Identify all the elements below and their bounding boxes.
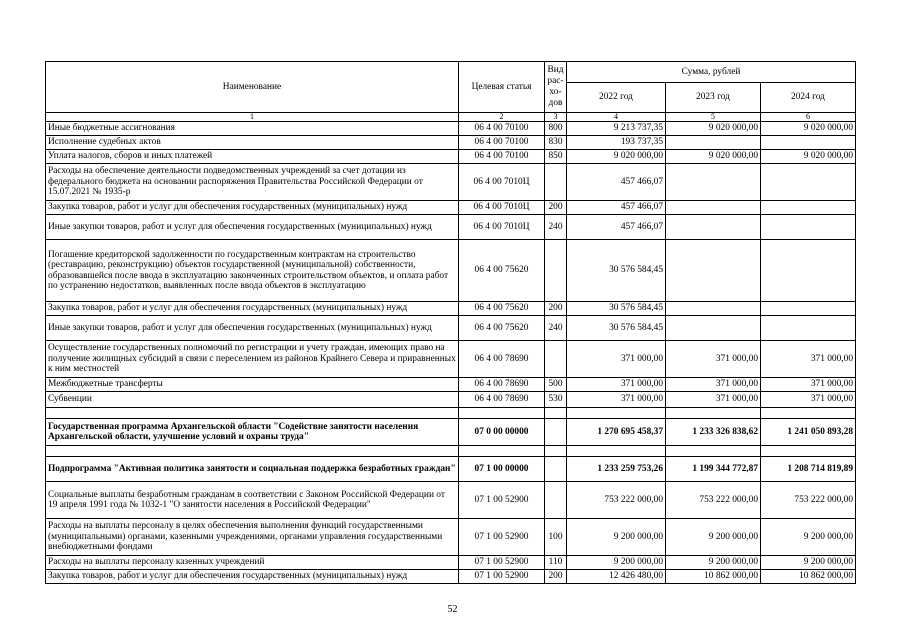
- row-2024: 9 200 000,00: [761, 556, 856, 570]
- row-2022: 9 200 000,00: [567, 519, 666, 556]
- row-name: Межбюджетные трансферты: [46, 378, 459, 392]
- row-2022: 9 020 000,00: [567, 150, 666, 164]
- row-2024: 371 000,00: [761, 341, 856, 378]
- row-2023: 753 222 000,00: [666, 482, 761, 519]
- table-row: [46, 570, 856, 584]
- row-2022: 371 000,00: [567, 341, 666, 378]
- row-article: 06 4 00 70100: [459, 136, 545, 150]
- header-num-3: 3: [545, 113, 567, 122]
- row-name: Уплата налогов, сборов и иных платежей: [46, 150, 459, 164]
- header-name: Наименование: [46, 62, 459, 113]
- row-name: Подпрограмма "Активная политика занятости и социальная поддержка безработных граждан": [46, 457, 459, 482]
- row-2023: [666, 302, 761, 316]
- row-name: Закупка товаров, работ и услуг для обеспечения государственных (муниципальных) нужд: [46, 201, 459, 215]
- row-2023: [666, 201, 761, 215]
- header-year-2024: 2024 год: [761, 83, 856, 113]
- row-article: 06 4 00 70100: [459, 122, 545, 136]
- row-name: Погашение кредиторской задолженности по государственным контрактам на строительство (реставрацию, реконструкцию) объектов государственной (муниципальной) собственности, образовавшейся после ввода в эксплуатацию законченных строительством объектов, и оплата работ по устранению недостатков, выявленных после ввода объектов в эксплуатацию: [46, 240, 459, 302]
- row-2023: 371 000,00: [666, 392, 761, 408]
- row-vid: 500: [545, 378, 567, 392]
- row-name: Социальные выплаты безработным гражданам в соответствии с Законом Российской Федерации от 19 апреля 1991 года № 1032-1 "О занятости населения в Российской Федерации": [46, 482, 459, 519]
- row-2024: 10 862 000,00: [761, 570, 856, 584]
- table-row: [46, 215, 856, 240]
- row-article: 06 4 00 75620: [459, 316, 545, 341]
- row-2023: 9 200 000,00: [666, 556, 761, 570]
- row-2022: 12 426 480,00: [567, 570, 666, 584]
- header-vid-3: хо-: [549, 87, 562, 97]
- row-vid: [545, 341, 567, 378]
- row-article: 06 4 00 7010Ц: [459, 215, 545, 240]
- row-2024: 1 208 714 819,89: [761, 457, 856, 482]
- row-vid: 110: [545, 556, 567, 570]
- row-vid: [545, 419, 567, 446]
- row-article: 06 4 00 78690: [459, 378, 545, 392]
- row-2024: 9 020 000,00: [761, 122, 856, 136]
- header-vid-4: дов: [548, 98, 563, 108]
- header-num-5: 5: [666, 113, 761, 122]
- row-vid: 850: [545, 150, 567, 164]
- row-2024: [761, 302, 856, 316]
- row-2023: 371 000,00: [666, 378, 761, 392]
- row-vid: 530: [545, 392, 567, 408]
- row-article: 06 4 00 78690: [459, 392, 545, 408]
- header-year-2023: 2023 год: [666, 83, 761, 113]
- row-name: Государственная программа Архангельской области "Содействие занятости населения Архангельской области, улучшение условий и охраны труда": [46, 419, 459, 446]
- row-name: Исполнение судебных актов: [46, 136, 459, 150]
- row-article: 07 1 00 52900: [459, 570, 545, 584]
- row-article: 07 1 00 52900: [459, 556, 545, 570]
- header-num-1: 1: [46, 113, 459, 122]
- spacer-row: [46, 446, 856, 457]
- row-name: Субвенции: [46, 392, 459, 408]
- row-2022: 457 466,07: [567, 164, 666, 201]
- header-vid-1: Вид: [547, 65, 564, 75]
- row-article: 06 4 00 70100: [459, 150, 545, 164]
- row-2023: [666, 215, 761, 240]
- row-2022: 457 466,07: [567, 201, 666, 215]
- row-vid: 200: [545, 302, 567, 316]
- row-2024: 371 000,00: [761, 392, 856, 408]
- row-2023: [666, 164, 761, 201]
- row-2023: 371 000,00: [666, 341, 761, 378]
- header-article: Целевая статья: [459, 62, 545, 113]
- row-article: 06 4 00 7010Ц: [459, 164, 545, 201]
- row-2023: [666, 136, 761, 150]
- row-2022: 457 466,07: [567, 215, 666, 240]
- row-2022: 193 737,35: [567, 136, 666, 150]
- table-row: [46, 419, 856, 446]
- row-name: Расходы на выплаты персоналу в целях обеспечения выполнения функций государственными (муниципальными) органами, казенными учреждениями, органами управления государственными внебюджетными фондами: [46, 519, 459, 556]
- row-article: 06 4 00 75620: [459, 240, 545, 302]
- table-row: [46, 164, 856, 201]
- row-2022: 753 222 000,00: [567, 482, 666, 519]
- row-article: 06 4 00 75620: [459, 302, 545, 316]
- row-vid: [545, 482, 567, 519]
- row-2023: 9 200 000,00: [666, 519, 761, 556]
- row-2024: 753 222 000,00: [761, 482, 856, 519]
- row-2022: 1 233 259 753,26: [567, 457, 666, 482]
- header-sum: Сумма, рублей: [567, 62, 856, 83]
- row-2023: 1 199 344 772,87: [666, 457, 761, 482]
- row-vid: 100: [545, 519, 567, 556]
- table-row: [46, 240, 856, 302]
- table-row: [46, 457, 856, 482]
- row-2023: 9 020 000,00: [666, 150, 761, 164]
- row-2023: 1 233 326 838,62: [666, 419, 761, 446]
- row-name: Осуществление государственных полномочий по регистрации и учету граждан, имеющих право на получение жилищных субсидий в связи с переселением из районов Крайнего Севера и приравненных к ним местностей: [46, 341, 459, 378]
- header-num-2: 2: [459, 113, 545, 122]
- row-2022: 371 000,00: [567, 392, 666, 408]
- row-name: Иные закупки товаров, работ и услуг для обеспечения государственных (муниципальных) нужд: [46, 215, 459, 240]
- table-row: [46, 122, 856, 136]
- row-2024: [761, 316, 856, 341]
- row-article: 06 4 00 78690: [459, 341, 545, 378]
- row-2022: 371 000,00: [567, 378, 666, 392]
- row-2023: [666, 240, 761, 302]
- row-vid: [545, 240, 567, 302]
- row-vid: 240: [545, 215, 567, 240]
- header-num-6: 6: [761, 113, 856, 122]
- page-number: 52: [447, 604, 458, 615]
- spacer-row: [46, 408, 856, 419]
- row-vid: [545, 457, 567, 482]
- row-2024: [761, 201, 856, 215]
- row-2024: [761, 215, 856, 240]
- row-name: Закупка товаров, работ и услуг для обеспечения государственных (муниципальных) нужд: [46, 570, 459, 584]
- row-2022: 30 576 584,45: [567, 302, 666, 316]
- table-row: [46, 392, 856, 408]
- budget-table: [45, 61, 856, 584]
- row-name: Иные бюджетные ассигнования: [46, 122, 459, 136]
- row-2022: 9 213 737,35: [567, 122, 666, 136]
- row-article: 06 4 00 7010Ц: [459, 201, 545, 215]
- table-row: [46, 136, 856, 150]
- row-2024: 9 020 000,00: [761, 150, 856, 164]
- row-article: 07 1 00 00000: [459, 457, 545, 482]
- row-2024: 371 000,00: [761, 378, 856, 392]
- row-article: 07 0 00 00000: [459, 419, 545, 446]
- header-vid: [545, 62, 567, 113]
- row-2023: 10 862 000,00: [666, 570, 761, 584]
- row-2023: [666, 316, 761, 341]
- row-2023: 9 020 000,00: [666, 122, 761, 136]
- row-2022: 30 576 584,45: [567, 316, 666, 341]
- table-row: [46, 378, 856, 392]
- row-2024: [761, 136, 856, 150]
- row-vid: 800: [545, 122, 567, 136]
- table-row: [46, 150, 856, 164]
- row-name: Закупка товаров, работ и услуг для обеспечения государственных (муниципальных) нужд: [46, 302, 459, 316]
- table-row: [46, 556, 856, 570]
- row-vid: 830: [545, 136, 567, 150]
- table-row: [46, 302, 856, 316]
- row-2024: [761, 240, 856, 302]
- table-row: [46, 201, 856, 215]
- row-article: 07 1 00 52900: [459, 519, 545, 556]
- row-2022: 1 270 695 458,37: [567, 419, 666, 446]
- row-vid: 200: [545, 570, 567, 584]
- header-year-2022: 2022 год: [567, 83, 666, 113]
- row-2022: 9 200 000,00: [567, 556, 666, 570]
- row-2024: 9 200 000,00: [761, 519, 856, 556]
- row-2024: [761, 164, 856, 201]
- table-row: [46, 316, 856, 341]
- header-num-4: 4: [567, 113, 666, 122]
- table-row: [46, 482, 856, 519]
- row-vid: 240: [545, 316, 567, 341]
- header-vid-2: рас-: [547, 76, 564, 86]
- row-article: 07 1 00 52900: [459, 482, 545, 519]
- row-vid: 200: [545, 201, 567, 215]
- row-vid: [545, 164, 567, 201]
- row-name: Расходы на выплаты персоналу казенных учреждений: [46, 556, 459, 570]
- table-row: [46, 519, 856, 556]
- row-2024: 1 241 050 893,28: [761, 419, 856, 446]
- table-row: [46, 341, 856, 378]
- row-2022: 30 576 584,45: [567, 240, 666, 302]
- row-name: Иные закупки товаров, работ и услуг для обеспечения государственных (муниципальных) нужд: [46, 316, 459, 341]
- row-name: Расходы на обеспечение деятельности подведомственных учреждений за счет дотации из федерального бюджета на основании распоряжения Правительства Российской Федерации от 15.07.2021 № 1935-р: [46, 164, 459, 201]
